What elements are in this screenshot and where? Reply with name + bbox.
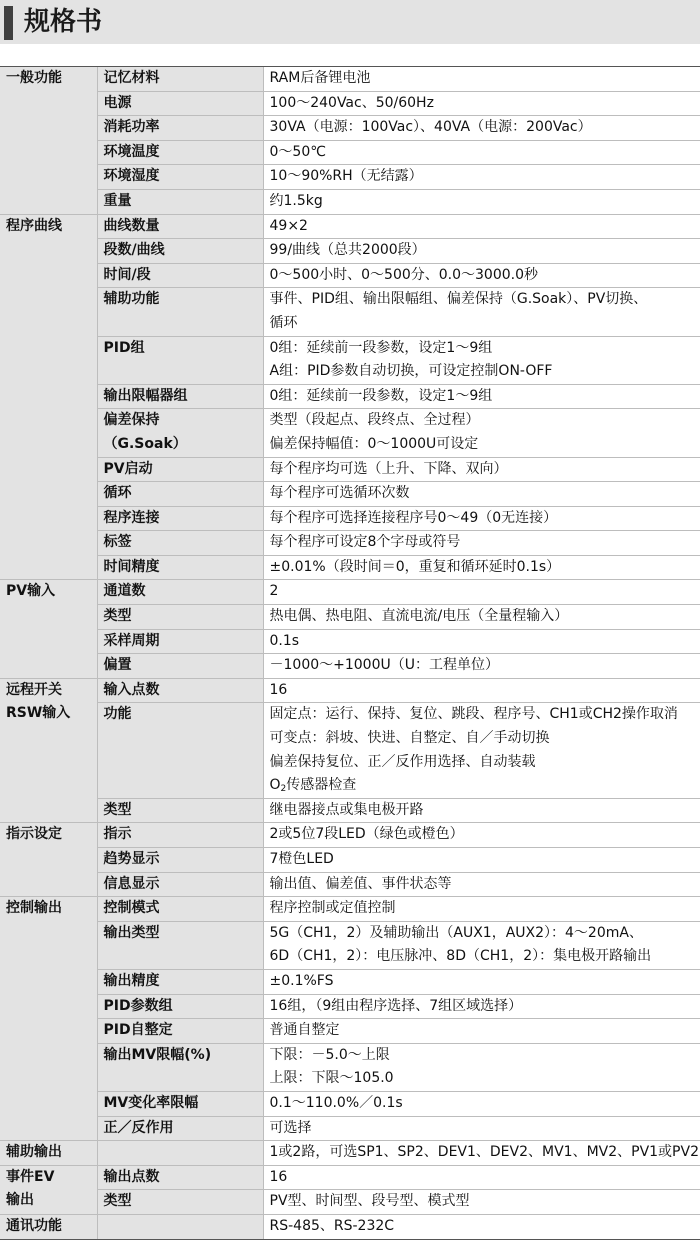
item-value [263, 1190, 700, 1215]
item-label-line: 时间/段 [104, 264, 263, 288]
item-value-line: 2 [270, 580, 700, 604]
item-label [97, 457, 263, 482]
item-label [97, 189, 263, 214]
item-label [97, 336, 263, 384]
item-label [97, 1141, 263, 1166]
group-label [0, 67, 97, 215]
item-value [263, 263, 700, 288]
item-value-line: 热电偶、热电阻、直流电流/电压（全量程输入） [270, 605, 700, 629]
item-value-line: RAM后备锂电池 [270, 67, 700, 91]
spec-row [0, 1141, 700, 1166]
group-label [0, 580, 97, 678]
spec-row [0, 1116, 700, 1141]
item-label-line: 趋势显示 [104, 848, 263, 872]
item-label [97, 482, 263, 507]
item-value-line: $O_2$传感器检查 [270, 774, 700, 798]
item-value [263, 140, 700, 165]
spec-row [0, 214, 700, 239]
item-label-line: 标签 [104, 531, 263, 555]
item-label [97, 384, 263, 409]
group-label [0, 1141, 97, 1166]
item-value-line: 上限：下限～105.0 [270, 1067, 700, 1091]
spec-row [0, 384, 700, 409]
item-value [263, 678, 700, 703]
spec-row [0, 994, 700, 1019]
item-value-line: ±0.1%FS [270, 970, 700, 994]
item-value-line: 16 [270, 679, 700, 703]
spec-row [0, 555, 700, 580]
group-label-line: 控制输出 [6, 897, 97, 921]
item-value-line: RS-485、RS-232C [270, 1215, 700, 1239]
spec-row [0, 1214, 700, 1239]
item-label-line: 输出类型 [104, 922, 263, 946]
item-label [97, 91, 263, 116]
item-label-line: 辅助功能 [104, 288, 263, 312]
spec-row [0, 897, 700, 922]
item-label [97, 239, 263, 264]
item-value-line: PV型、时间型、段号型、模式型 [270, 1190, 700, 1214]
item-value [263, 654, 700, 679]
item-label [97, 1091, 263, 1116]
item-label [97, 531, 263, 556]
item-label [97, 798, 263, 823]
spec-table [0, 66, 700, 1240]
item-value [263, 214, 700, 239]
item-value [263, 1141, 700, 1166]
item-label-line: 环境温度 [104, 141, 263, 165]
item-value [263, 823, 700, 848]
item-value [263, 67, 700, 92]
spec-row [0, 605, 700, 630]
item-value-line: 输出值、偏差值、事件状态等 [270, 873, 700, 897]
item-value-line: A组：PID参数自动切换，可设定控制ON-OFF [270, 360, 700, 384]
item-value-line: 偏差保持幅值：0～1000U可设定 [270, 433, 700, 457]
spec-row [0, 91, 700, 116]
item-label [97, 1043, 263, 1091]
item-value [263, 1043, 700, 1091]
item-label [97, 116, 263, 141]
item-value-line: 16 [270, 1166, 700, 1190]
item-label [97, 1116, 263, 1141]
item-label [97, 67, 263, 92]
item-label [97, 703, 263, 798]
item-label-line: 记忆材料 [104, 67, 263, 91]
item-value [263, 605, 700, 630]
item-label-line: 类型 [104, 1190, 263, 1214]
spec-row [0, 1091, 700, 1116]
spec-row [0, 629, 700, 654]
spec-row [0, 1165, 700, 1190]
item-value [263, 457, 700, 482]
item-label [97, 409, 263, 457]
item-value-line: 事件、PID组、输出限幅组、偏差保持（G.Soak）、PV切换、 [270, 288, 700, 312]
item-label [97, 823, 263, 848]
item-label-line: 时间精度 [104, 556, 263, 580]
spec-row [0, 189, 700, 214]
item-label [97, 1190, 263, 1215]
item-label [97, 214, 263, 239]
item-label [97, 872, 263, 897]
item-value-line: 7橙色LED [270, 848, 700, 872]
spec-table-body [0, 67, 700, 1240]
item-label [97, 629, 263, 654]
item-value-line: 30VA（电源：100Vac）、40VA（电源：200Vac） [270, 116, 700, 140]
title-marker [4, 6, 13, 40]
spec-row [0, 848, 700, 873]
item-label [97, 921, 263, 969]
item-label-line: 控制模式 [104, 897, 263, 921]
item-value [263, 409, 700, 457]
item-value [263, 897, 700, 922]
item-value [263, 921, 700, 969]
group-label [0, 1214, 97, 1239]
spec-row [0, 457, 700, 482]
spec-row [0, 1019, 700, 1044]
item-label [97, 678, 263, 703]
item-value-line: 49×2 [270, 215, 700, 239]
group-label-line: 一般功能 [6, 67, 97, 91]
item-value-line: 0～50℃ [270, 141, 700, 165]
item-value-line: 可变点：斜坡、快进、自整定、自／手动切换 [270, 727, 700, 751]
item-label-line: 循环 [104, 482, 263, 506]
group-label-line: 指示设定 [6, 823, 97, 847]
item-value [263, 994, 700, 1019]
item-value-line: 程序控制或定值控制 [270, 897, 700, 921]
item-label-line: PV启动 [104, 458, 263, 482]
item-value-line: 0～500小时、0～500分、0.0～3000.0秒 [270, 264, 700, 288]
spec-row [0, 921, 700, 969]
item-label [97, 994, 263, 1019]
spec-row [0, 703, 700, 798]
item-value-line: 5G（CH1，2）及辅助输出（AUX1，AUX2）：4～20mA、 [270, 922, 700, 946]
item-value [263, 1214, 700, 1239]
item-value [263, 506, 700, 531]
item-value-line: 2或5位7段LED（绿色或橙色） [270, 823, 700, 847]
item-value [263, 872, 700, 897]
item-label [97, 555, 263, 580]
item-value-line: 循环 [270, 312, 700, 336]
item-value-line: 继电器接点或集电极开路 [270, 799, 700, 823]
item-value [263, 848, 700, 873]
item-value-line: 偏差保持复位、正／反作用选择、自动装载 [270, 751, 700, 775]
group-label-line: 通讯功能 [6, 1215, 97, 1239]
group-label-line: 辅助输出 [6, 1141, 97, 1165]
spec-row [0, 1043, 700, 1091]
item-label-line: PID参数组 [104, 995, 263, 1019]
item-label [97, 897, 263, 922]
spec-row [0, 506, 700, 531]
spec-row [0, 336, 700, 384]
item-label [97, 605, 263, 630]
item-label [97, 654, 263, 679]
spec-row [0, 654, 700, 679]
item-value [263, 116, 700, 141]
group-label [0, 897, 97, 1141]
page-title: 规格书 [24, 4, 102, 40]
item-label-line: 曲线数量 [104, 215, 263, 239]
spec-row [0, 239, 700, 264]
item-value [263, 1091, 700, 1116]
item-label-line: 类型 [104, 605, 263, 629]
item-value [263, 1165, 700, 1190]
group-label [0, 1165, 97, 1214]
item-value-line: 1或2路，可选SP1、SP2、DEV1、DEV2、MV1、MV2、PV1或PV2 [270, 1141, 700, 1165]
item-label-line: 输出MV限幅(%) [104, 1044, 263, 1068]
item-value [263, 189, 700, 214]
item-value [263, 798, 700, 823]
item-label [97, 506, 263, 531]
item-value [263, 165, 700, 190]
item-value-line: 下限：－5.0～上限 [270, 1044, 700, 1068]
item-label-line: 电源 [104, 92, 263, 116]
item-value [263, 1019, 700, 1044]
item-value [263, 1116, 700, 1141]
item-label [97, 165, 263, 190]
item-label-line: 输入点数 [104, 679, 263, 703]
item-value [263, 482, 700, 507]
item-value-line: 100～240Vac、50/60Hz [270, 92, 700, 116]
spec-row [0, 531, 700, 556]
item-label-line: MV变化率限幅 [104, 1092, 263, 1116]
item-label-line: 程序连接 [104, 507, 263, 531]
item-value-line: 0.1s [270, 630, 700, 654]
item-value [263, 629, 700, 654]
item-label-line: 信息显示 [104, 873, 263, 897]
item-value [263, 91, 700, 116]
group-label-line: 输出 [6, 1189, 97, 1213]
title-bar [0, 0, 700, 44]
item-label [97, 263, 263, 288]
spec-row [0, 580, 700, 605]
group-label-line: 事件EV [6, 1166, 97, 1190]
spec-row [0, 140, 700, 165]
item-label-line: PID自整定 [104, 1019, 263, 1043]
item-value-line: 可选择 [270, 1117, 700, 1141]
spec-row [0, 798, 700, 823]
item-label-line: 指示 [104, 823, 263, 847]
spec-row [0, 116, 700, 141]
item-label-line: （G.Soak） [104, 433, 263, 457]
item-label-line: 段数/曲线 [104, 239, 263, 263]
item-label-line: 采样周期 [104, 630, 263, 654]
item-value-line: ±0.01%（段时间＝0，重复和循环延时0.1s） [270, 556, 700, 580]
item-value [263, 555, 700, 580]
item-value-line: －1000～+1000U（U：工程单位） [270, 654, 700, 678]
item-value-line: 16组，（9组由程序选择、7组区域选择） [270, 995, 700, 1019]
item-value-line: 类型（段起点、段终点、全过程） [270, 409, 700, 433]
spec-row [0, 263, 700, 288]
item-value-line: 0组：延续前一段参数，设定1～9组 [270, 385, 700, 409]
spec-row [0, 678, 700, 703]
item-label-line: 重量 [104, 190, 263, 214]
item-label [97, 140, 263, 165]
item-label-line: 环境湿度 [104, 165, 263, 189]
group-label [0, 678, 97, 823]
item-label [97, 848, 263, 873]
item-label-line: 类型 [104, 799, 263, 823]
group-label-line: 远程开关 [6, 679, 97, 703]
item-value-line: 约1.5kg [270, 190, 700, 214]
spec-row [0, 482, 700, 507]
item-label [97, 969, 263, 994]
item-value-line: 0.1～110.0%／0.1s [270, 1092, 700, 1116]
item-label-line: 功能 [104, 703, 263, 727]
item-value [263, 969, 700, 994]
item-value [263, 580, 700, 605]
spec-row [0, 872, 700, 897]
spec-row [0, 969, 700, 994]
item-value [263, 336, 700, 384]
item-label [97, 580, 263, 605]
item-label [97, 1214, 263, 1239]
item-label-line: PID组 [104, 337, 263, 361]
item-value [263, 239, 700, 264]
item-value-line: 每个程序均可选（上升、下降、双向） [270, 458, 700, 482]
item-label-line: 输出精度 [104, 970, 263, 994]
group-label-line: PV输入 [6, 580, 97, 604]
item-label-line: 消耗功率 [104, 116, 263, 140]
item-label-line: 通道数 [104, 580, 263, 604]
item-value [263, 384, 700, 409]
item-label-line: 偏置 [104, 654, 263, 678]
item-label-line: 偏差保持 [104, 409, 263, 433]
group-label [0, 214, 97, 580]
item-value [263, 531, 700, 556]
spec-row [0, 288, 700, 336]
spec-row [0, 67, 700, 92]
item-label-line: 输出限幅器组 [104, 385, 263, 409]
item-value [263, 288, 700, 336]
item-label [97, 1165, 263, 1190]
spec-row [0, 409, 700, 457]
spec-row [0, 823, 700, 848]
item-value [263, 703, 700, 798]
item-label-line: 输出点数 [104, 1166, 263, 1190]
item-label-line: 正／反作用 [104, 1117, 263, 1141]
item-value-line: 99/曲线（总共2000段） [270, 239, 700, 263]
item-value-line: 每个程序可设定8个字母或符号 [270, 531, 700, 555]
item-value-line: 固定点：运行、保持、复位、跳段、程序号、CH1或CH2操作取消 [270, 703, 700, 727]
item-value-line: 10～90%RH（无结露） [270, 165, 700, 189]
item-label [97, 1019, 263, 1044]
item-value-line: 每个程序可选择连接程序号0～49（0无连接） [270, 507, 700, 531]
item-value-line: 每个程序可选循环次数 [270, 482, 700, 506]
item-label [97, 288, 263, 336]
item-value-line: 普通自整定 [270, 1019, 700, 1043]
item-value-line: 0组：延续前一段参数，设定1～9组 [270, 337, 700, 361]
group-label-line: RSW输入 [6, 702, 97, 726]
group-label [0, 823, 97, 897]
item-value-line: 6D（CH1，2）：电压脉冲、8D（CH1，2）：集电极开路输出 [270, 945, 700, 969]
spec-row [0, 165, 700, 190]
group-label-line: 程序曲线 [6, 215, 97, 239]
spec-row [0, 1190, 700, 1215]
